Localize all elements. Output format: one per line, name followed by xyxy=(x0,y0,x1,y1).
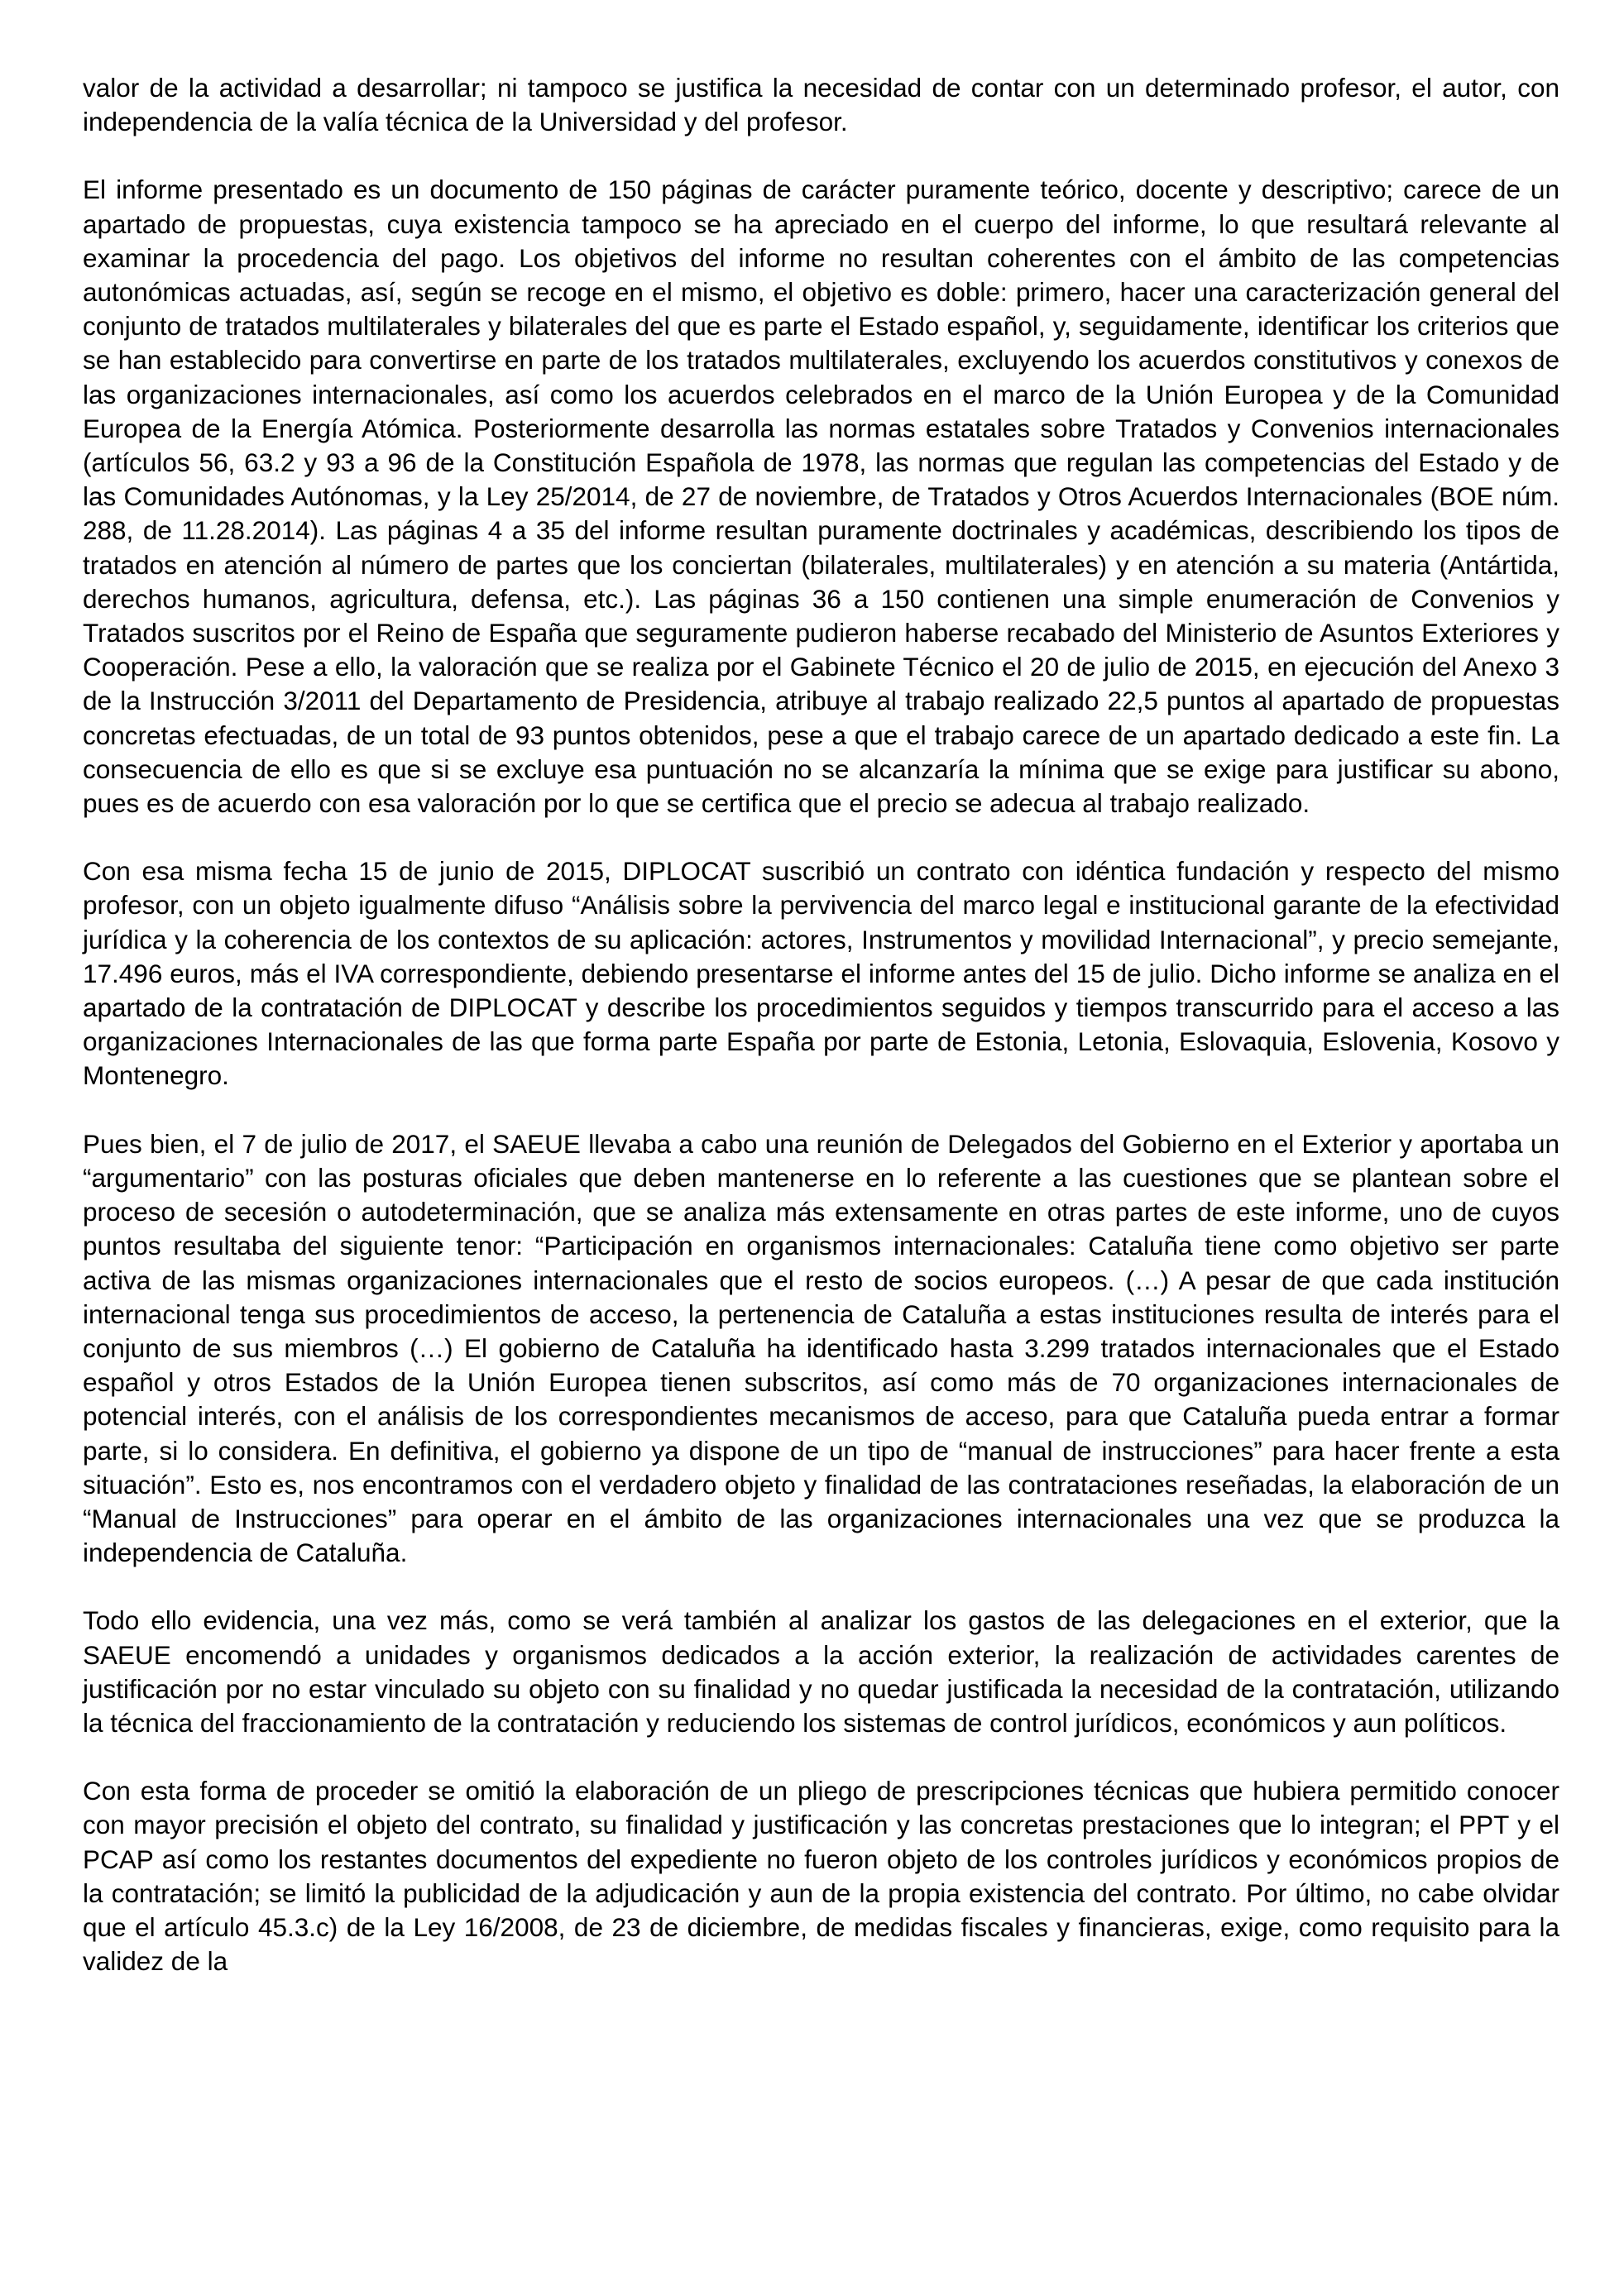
paragraph-2: El informe presentado es un documento de 150 páginas de carácter puramente teórico, docente y descriptivo; carece de un apartado de propuestas, cuya existencia tampoco se ha apreciado en el cuerpo del informe, lo que resultará relevante al examinar la procedencia del pago. Los objetivos del informe no resultan coherentes con el ámbito de las competencias autonómicas actuadas, así, según se recoge en el mismo, el objetivo es doble: primero, hacer una caracterización general del conjunto de tratados multilaterales y bilaterales del que es parte el Estado español, y, seguidamente, identificar los criterios que se han establecido para convertirse en parte de los tratados multilaterales, excluyendo los acuerdos constitutivos y conexos de las organizaciones internacionales, así como los acuerdos celebrados en el marco de la Unión Europea y de la Comunidad Europea de la Energía Atómica. Posteriormente desarrolla las normas estatales sobre Tratados y Convenios internacionales (artículos 56, 63.2 y 93 a 96 de la Constitución Española de 1978, las normas que regulan las competencias del Estado y de las Comunidades Autónomas, y la Ley 25/2014, de 27 de noviembre, de Tratados y Otros Acuerdos Internacionales (BOE núm. 288, de 11.28.2014). Las páginas 4 a 35 del informe resultan puramente doctrinales y académicas, describiendo los tipos de tratados en atención al número de partes que los conciertan (bilaterales, multilaterales) y en atención a su materia (Antártida, derechos humanos, agricultura, defensa, etc.). Las páginas 36 a 150 contienen una simple enumeración de Convenios y Tratados suscritos por el Reino de España que seguramente pudieron haberse recabado del Ministerio de Asuntos Exteriores y Cooperación. Pese a ello, la valoración que se realiza por el Gabinete Técnico el 20 de julio de 2015, en ejecución del Anexo 3 de la Instrucción 3/2011 del Departamento de Presidencia, atribuye al trabajo realizado 22,5 puntos al apartado de propuestas concretas efectuadas, de un total de 93 puntos obtenidos, pese a que el trabajo carece de un apartado dedicado a este fin. La consecuencia de ello es que si se excluye esa puntuación no se alcanzaría la mínima que se exige para justificar su abono, pues es de acuerdo con esa valoración por lo que se certifica que el precio se adecua al trabajo realizado. xyxy=(83,175,1559,819)
paragraph-3: Con esa misma fecha 15 de junio de 2015, DIPLOCAT suscribió un contrato con idéntica fundación y respecto del mismo profesor, con un objeto igualmente difuso “Análisis sobre la pervivencia del marco legal e institucional garante de la efectividad jurídica y la coherencia de los contextos de su aplicación: actores, Instrumentos y movilidad Internacional”, y precio semejante, 17.496 euros, más el IVA correspondiente, debiendo presentarse el informe antes del 15 de julio. Dicho informe se analiza en el apartado de la contratación de DIPLOCAT y describe los procedimientos seguidos y tiempos transcurrido para el acceso a las organizaciones Internacionales de las que forma parte España por parte de Estonia, Letonia, Eslovaquia, Eslovenia, Kosovo y Montenegro. xyxy=(83,856,1559,1091)
document-page xyxy=(83,71,1559,1978)
paragraph-4: Pues bien, el 7 de julio de 2017, el SAEUE llevaba a cabo una reunión de Delegados del Gobierno en el Exterior y aportaba un “argumentario” con las posturas oficiales que deben mantenerse en lo referente a las cuestiones que se plantean sobre el proceso de secesión o autodeterminación, que se analiza más extensamente en otras partes de este informe, uno de cuyos puntos resultaba del siguiente tenor: “Participación en organismos internacionales: Cataluña tiene como objetivo ser parte activa de las mismas organizaciones internacionales que el resto de socios europeos. (…) A pesar de que cada institución internacional tenga sus procedimientos de acceso, la pertenencia de Cataluña a estas instituciones resulta de interés para el conjunto de sus miembros (…) El gobierno de Cataluña ha identificado hasta 3.299 tratados internacionales que el Estado español y otros Estados de la Unión Europea tienen subscritos, así como más de 70 organizaciones internacionales de potencial interés, con el análisis de los correspondientes mecanismos de acceso, para que Cataluña pueda entrar a formar parte, si lo considera. En definitiva, el gobierno ya dispone de un tipo de “manual de instrucciones” para hacer frente a esta situación”. Esto es, nos encontramos con el verdadero objeto y finalidad de las contrataciones reseñadas, la elaboración de un “Manual de Instrucciones” para operar en el ámbito de las organizaciones internacionales una vez que se produzca la independencia de Cataluña. xyxy=(83,1128,1559,1568)
paragraph-6: Con esta forma de proceder se omitió la elaboración de un pliego de prescripciones técnicas que hubiera permitido conocer con mayor precisión el objeto del contrato, su finalidad y justificación y las concretas prestaciones que lo integran; el PPT y el PCAP así como los restantes documentos del expediente no fueron objeto de los controles jurídicos y económicos propios de la contratación; se limitó la publicidad de la adjudicación y aun de la propia existencia del contrato. Por último, no cabe olvidar que el artículo 45.3.c) de la Ley 16/2008, de 23 de diciembre, de medidas fiscales y financieras, exige, como requisito para la validez de la xyxy=(83,1776,1559,1977)
paragraph-5: Todo ello evidencia, una vez más, como se verá también al analizar los gastos de las delegaciones en el exterior, que la SAEUE encomendó a unidades y organismos dedicados a la acción exterior, la realización de actividades carentes de justificación por no estar vinculado su objeto con su finalidad y no quedar justificada la necesidad de la contratación, utilizando la técnica del fraccionamiento de la contratación y reduciendo los sistemas de control jurídicos, económicos y aun políticos. xyxy=(83,1605,1559,1738)
paragraph-1: valor de la actividad a desarrollar; ni tampoco se justifica la necesidad de contar con un determinado profesor, el autor, con independencia de la valía técnica de la Universidad y del profesor. xyxy=(83,73,1559,137)
